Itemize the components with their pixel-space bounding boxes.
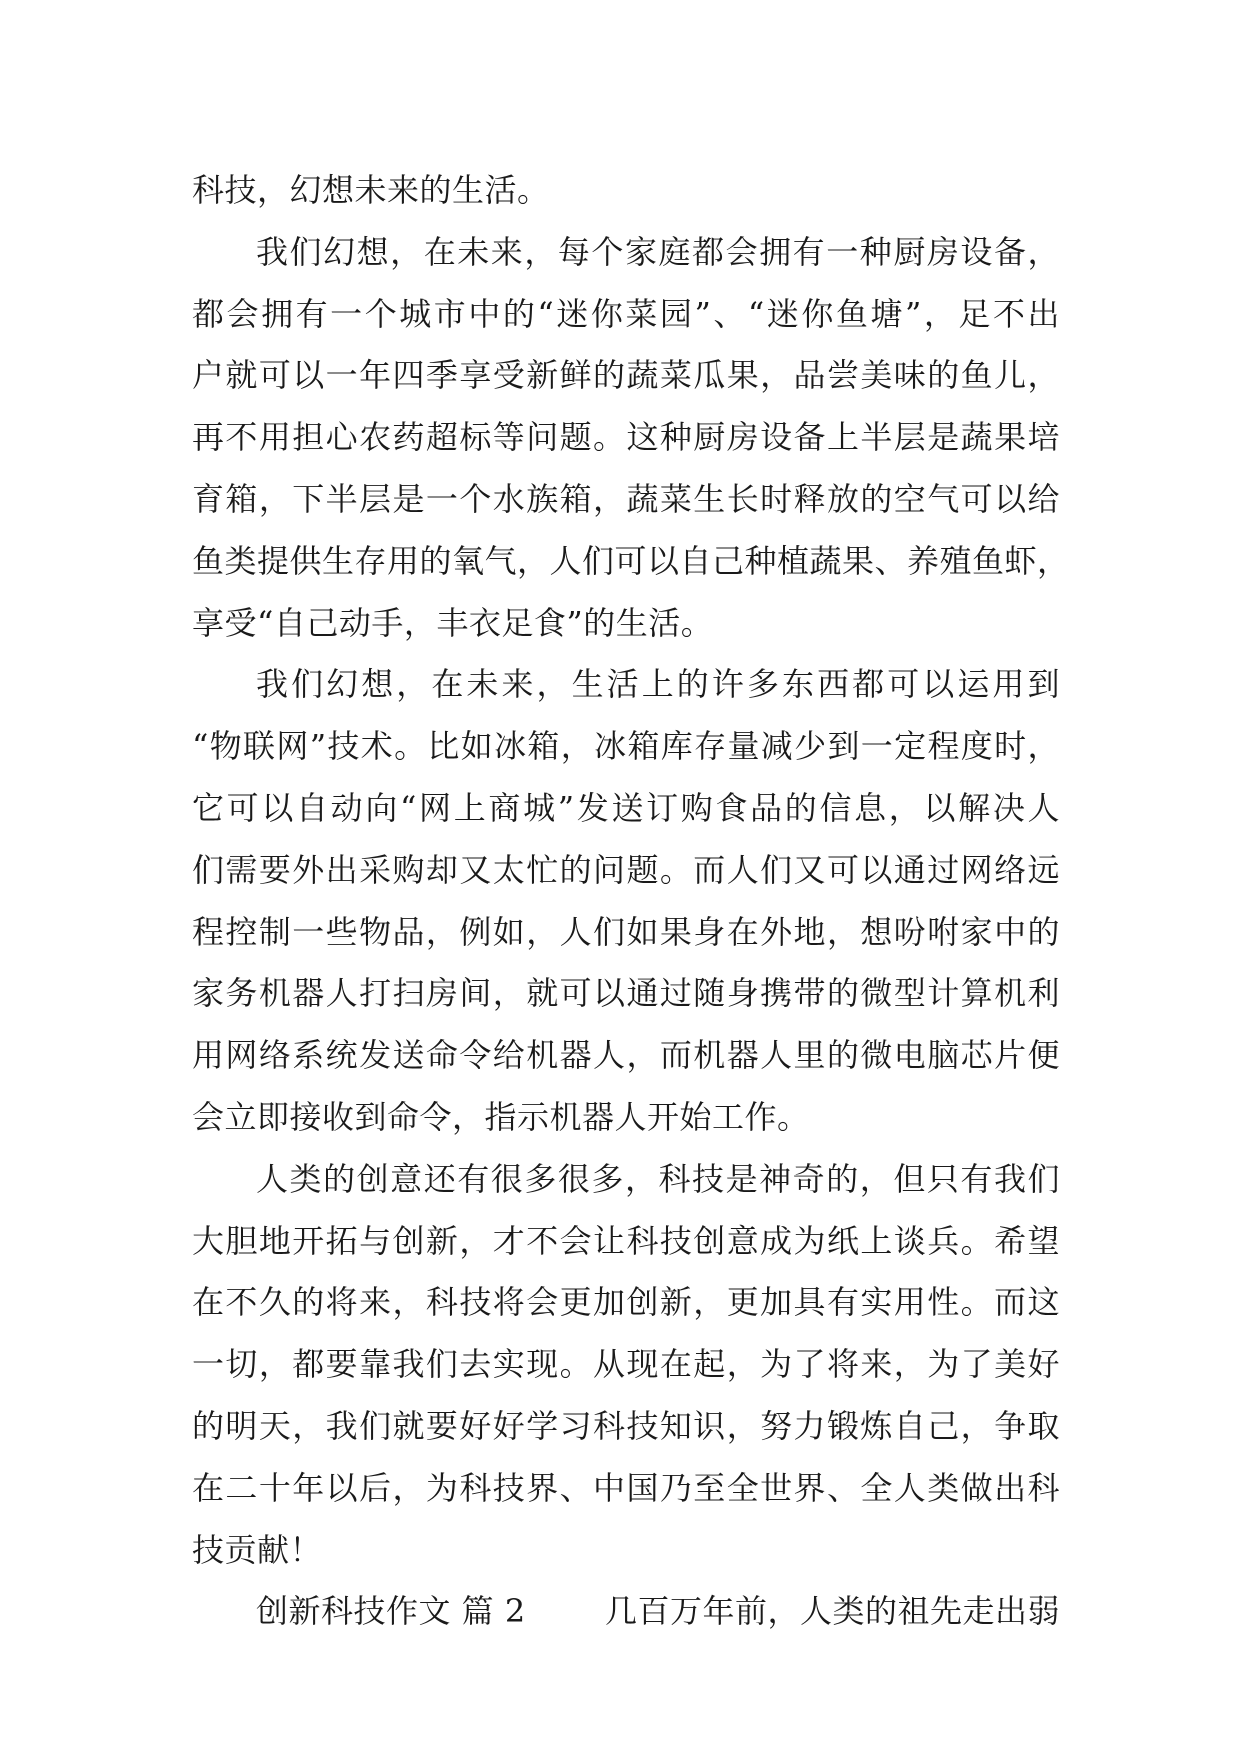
article-body	[192, 160, 1070, 1643]
paragraph-line: 大胆地开拓与创新，才不会让科技创意成为纸上谈兵。希望	[192, 1221, 1060, 1260]
paragraph-line: 家务机器人打扫房间，就可以通过随身携带的微型计算机利	[192, 974, 1060, 1013]
paragraph-line: 程控制一些物品，例如，人们如果身在外地，想吩咐家中的	[192, 912, 1060, 951]
paragraph-line: 鱼类提供生存用的氧气，人们可以自己种植蔬果、养殖鱼虾，	[192, 541, 1070, 580]
paragraph-line: 在不久的将来，科技将会更加创新，更加具有实用性。而这	[192, 1283, 1060, 1322]
paragraph-line: 用网络系统发送命令给机器人，而机器人里的微电脑芯片便	[192, 1036, 1060, 1075]
section-opening-text: 几百万年前，人类的祖先走出弱	[604, 1592, 1060, 1631]
paragraph-line: 育箱，下半层是一个水族箱，蔬菜生长时释放的空气可以给	[192, 479, 1060, 518]
paragraph-line: 它可以自动向“网上商城”发送订购食品的信息，以解决人	[192, 788, 1060, 827]
paragraph-line: 人类的创意还有很多很多，科技是神奇的，但只有我们	[256, 1159, 1060, 1198]
paragraph-line: 科技，幻想未来的生活。	[192, 171, 550, 209]
paragraph-line: “物联网”技术。比如冰箱，冰箱库存量减少到一定程度时，	[192, 727, 1060, 766]
paragraph-line: 户就可以一年四季享受新鲜的蔬菜瓜果，品尝美味的鱼儿，	[192, 356, 1060, 395]
paragraph-line: 再不用担心农药超标等问题。这种厨房设备上半层是蔬果培	[192, 418, 1060, 457]
section-title: 创新科技作文 篇 2	[256, 1592, 526, 1631]
paragraph-line: 们需要外出采购却又太忙的问题。而人们又可以通过网络远	[192, 850, 1060, 889]
paragraph-line: 的明天，我们就要好好学习科技知识，努力锻炼自己，争取	[192, 1406, 1060, 1445]
section-heading-line	[192, 1581, 1060, 1643]
paragraph-line: 技贡献！	[192, 1530, 323, 1569]
paragraph-line: 我们幻想，在未来，每个家庭都会拥有一种厨房设备，	[256, 232, 1060, 271]
paragraph-line: 都会拥有一个城市中的“迷你菜园”、“迷你鱼塘”，足不出	[192, 294, 1060, 333]
paragraph-line: 在二十年以后，为科技界、中国乃至全世界、全人类做出科	[192, 1468, 1060, 1507]
paragraph-line: 一切，都要靠我们去实现。从现在起，为了将来，为了美好	[192, 1345, 1060, 1384]
paragraph-line: 会立即接收到命令，指示机器人开始工作。	[192, 1097, 810, 1136]
paragraph-line: 我们幻想，在未来，生活上的许多东西都可以运用到	[256, 665, 1060, 704]
paragraph-line: 享受“自己动手，丰衣足食”的生活。	[192, 603, 714, 642]
